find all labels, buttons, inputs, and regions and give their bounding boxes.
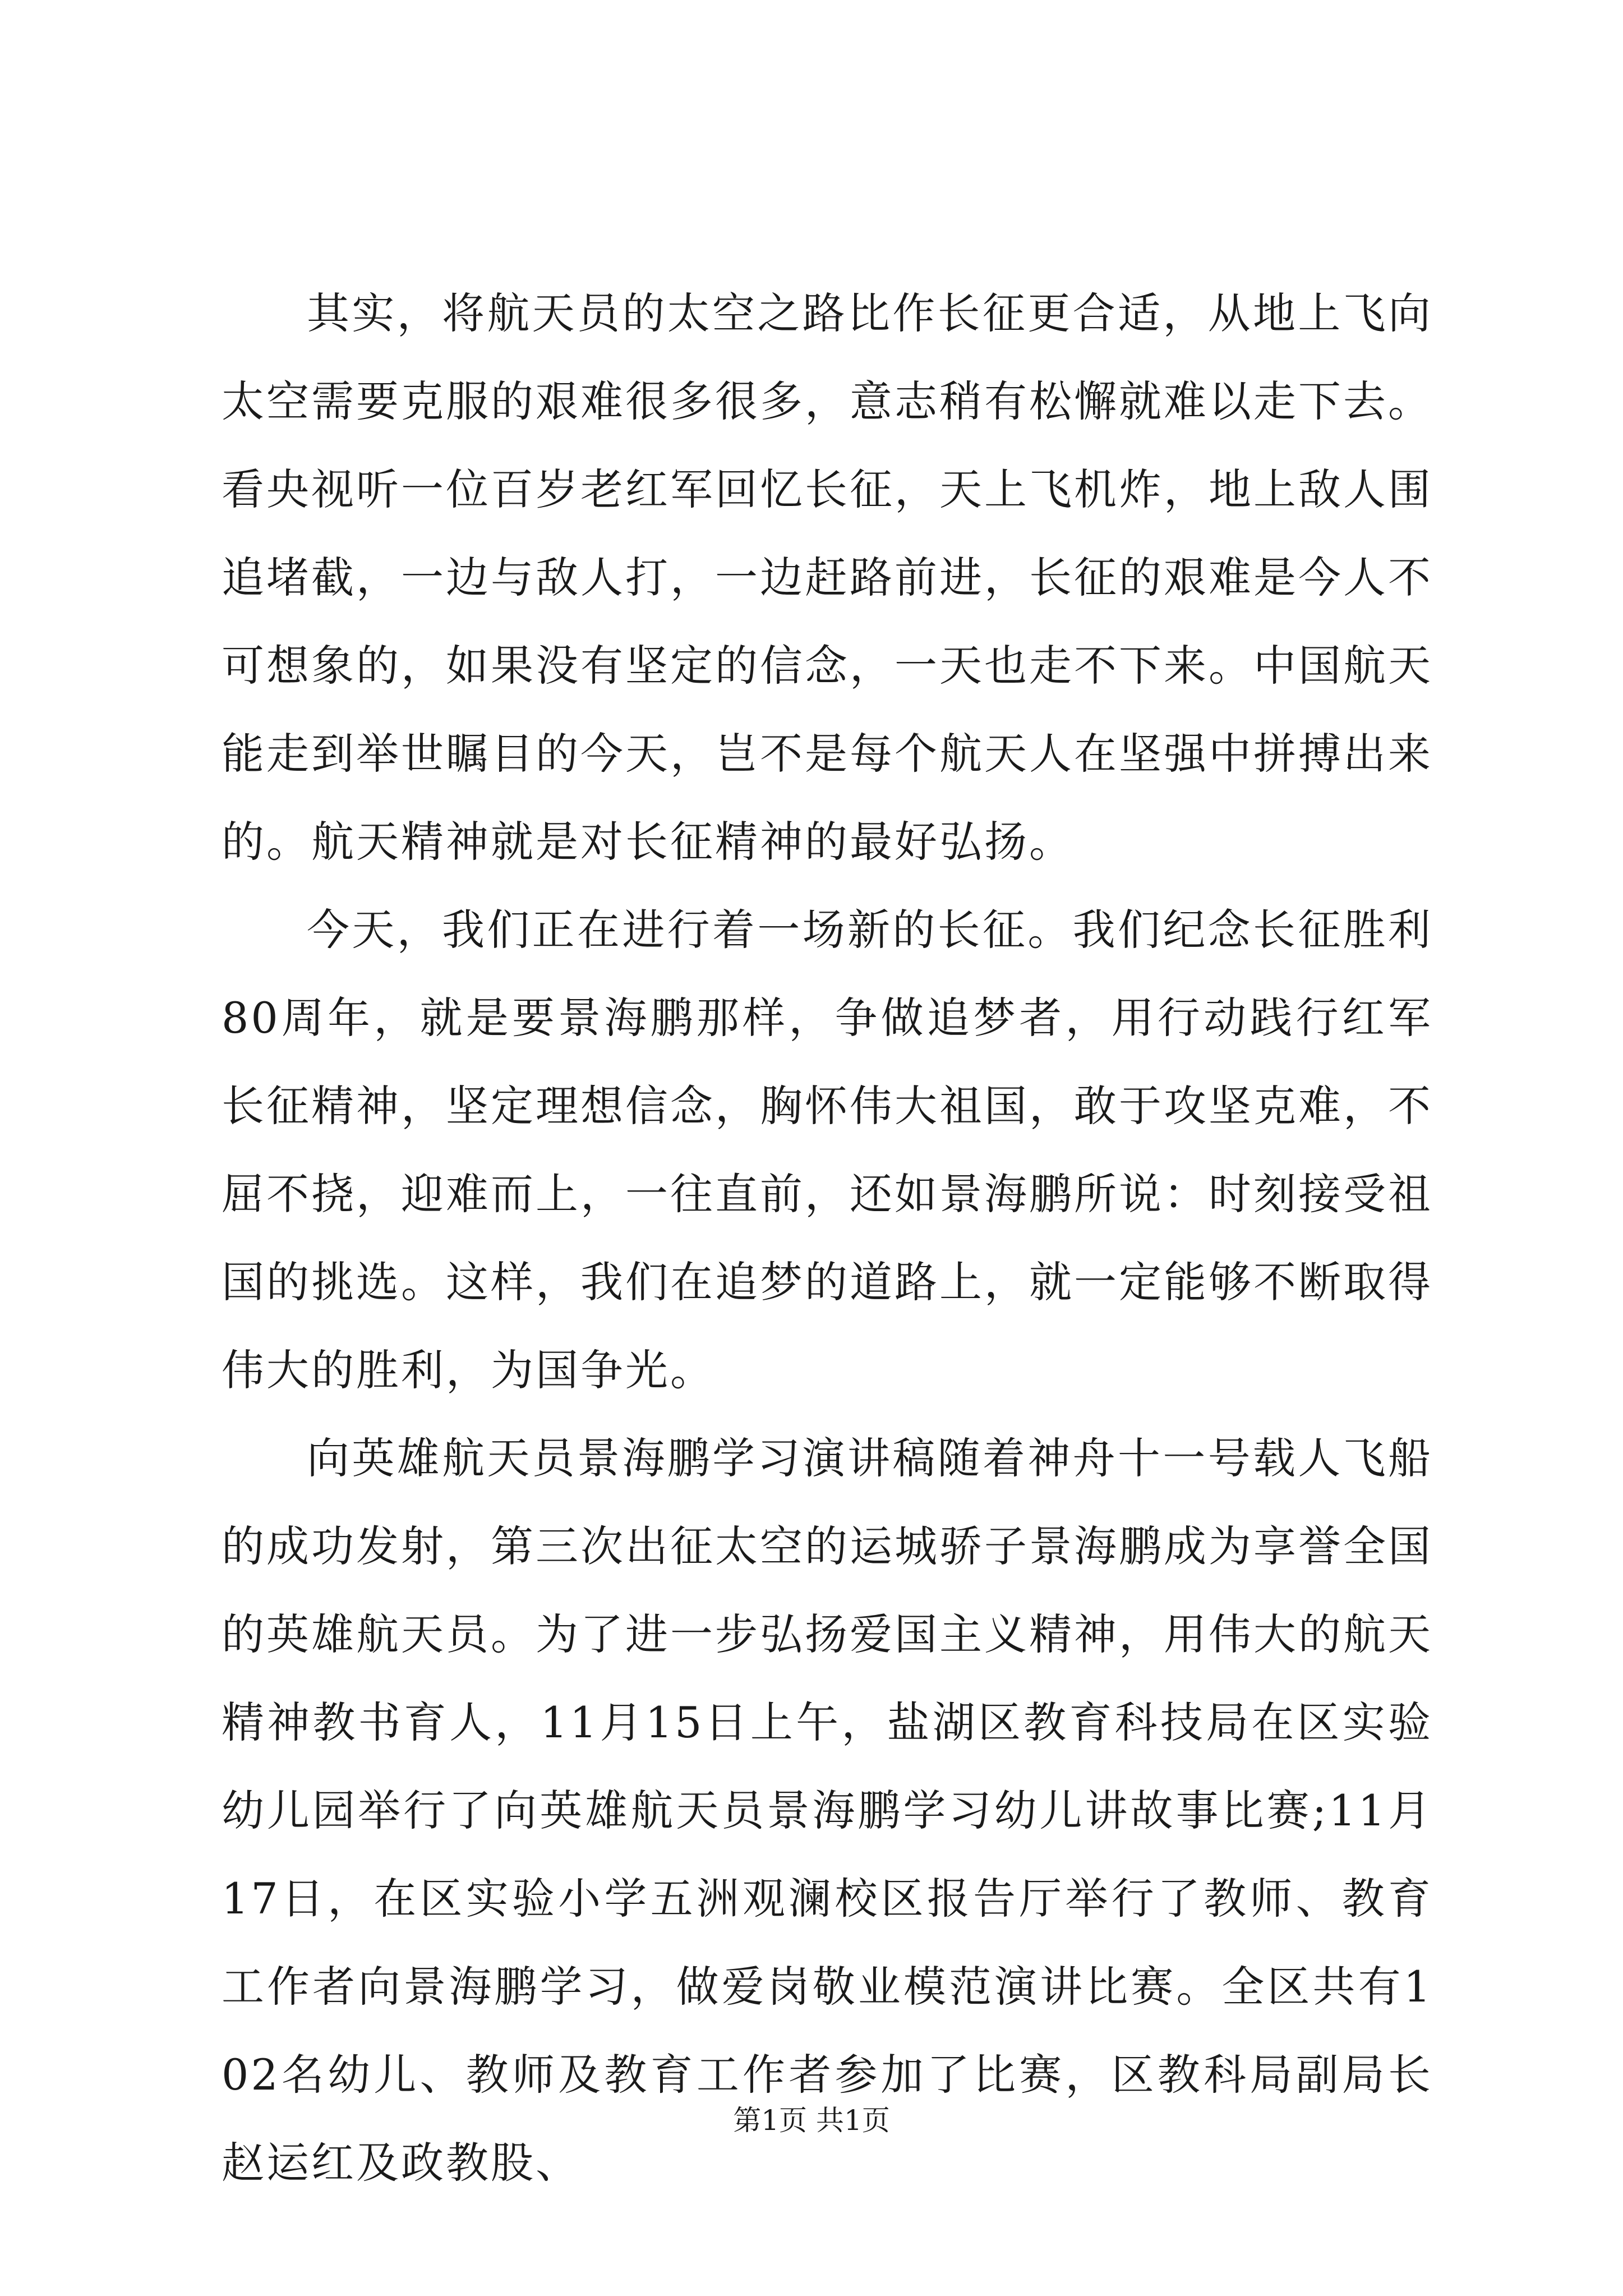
paragraph: 今天，我们正在进行着一场新的长征。我们纪念长征胜利80周年，就是要景海鹏那样，争做追梦者，用行动践行红军长征精神，坚定理想信念，胸怀伟大祖国，敢于攻坚克难，不屈不挠，迎难而上，一往直前，还如景海鹏所说：时刻接受祖国的挑选。这样，我们在追梦的道路上，就一定能够不断取得伟大的胜利，为国争光。	[222, 905, 1433, 1395]
paragraph: 向英雄航天员景海鹏学习演讲稿随着神舟十一号载人飞船的成功发射，第三次出征太空的运城骄子景海鹏成为享誉全国的英雄航天员。为了进一步弘扬爱国主义精神，用伟大的航天精神教书育人，11月15日上午，盐湖区教育科技局在区实验幼儿园举行了向英雄航天员景海鹏学习幼儿讲故事比赛;11月17日，在区实验小学五洲观澜校区报告厅举行了教师、教育工作者向景海鹏学习，做爱岗敬业模范演讲比赛。全区共有102名幼儿、教师及教育工作者参加了比赛，区教科局副局长赵运红及政教股、	[222, 1433, 1433, 2188]
page-footer: 第1页 共1页	[733, 2104, 890, 2137]
document-body	[222, 269, 1433, 2207]
paragraph: 其实，将航天员的太空之路比作长征更合适，从地上飞向太空需要克服的艰难很多很多，意志稍有松懈就难以走下去。看央视听一位百岁老红军回忆长征，天上飞机炸，地上敌人围追堵截，一边与敌人打，一边赶路前进，长征的艰难是今人不可想象的，如果没有坚定的信念，一天也走不下来。中国航天能走到举世瞩目的今天，岂不是每个航天人在坚强中拼搏出来的。航天精神就是对长征精神的最好弘扬。	[222, 288, 1433, 867]
